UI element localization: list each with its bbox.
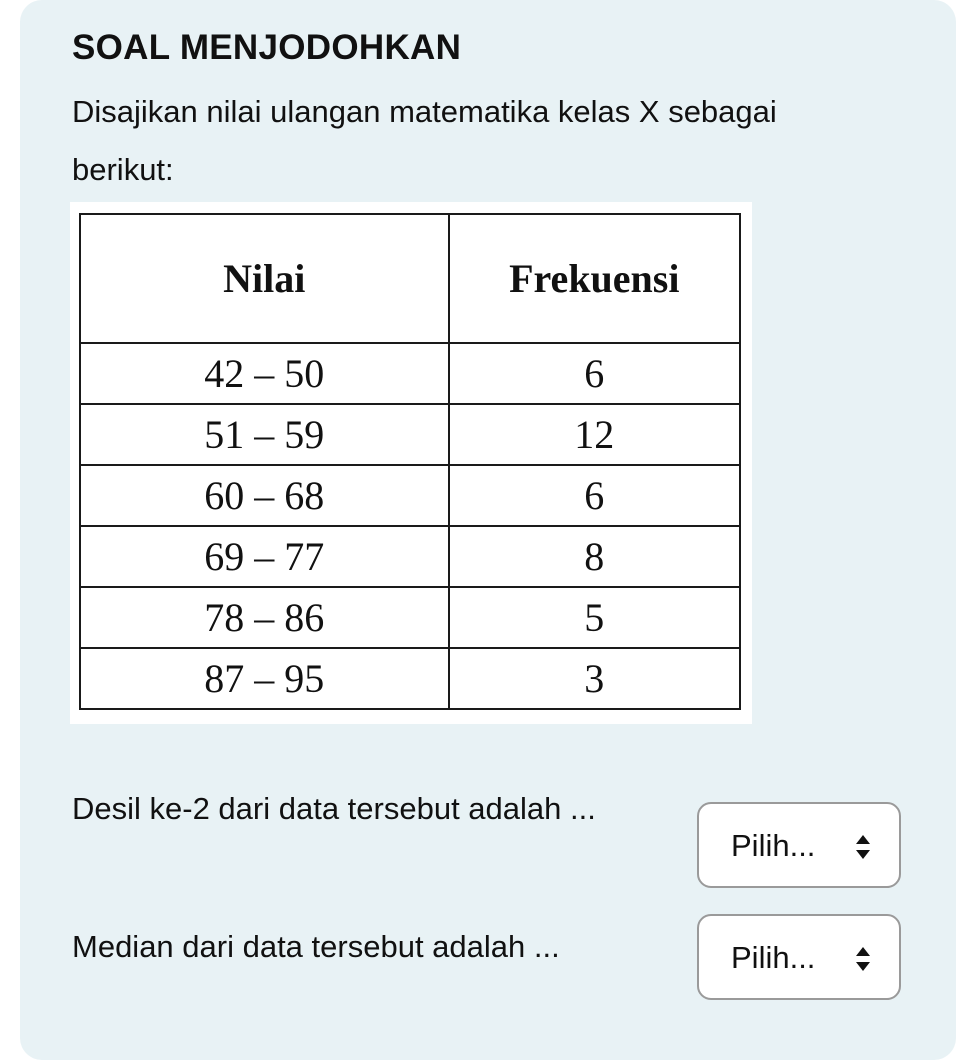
cell-frekuensi: 5 [449, 587, 740, 648]
select-value: Pilih... [731, 940, 816, 975]
table-header-row [80, 214, 740, 343]
cell-frekuensi: 6 [449, 343, 740, 404]
question-intro: Disajikan nilai ulangan matematika kelas X sebagai berikut: [72, 94, 777, 187]
cell-frekuensi: 8 [449, 526, 740, 587]
table-row [80, 526, 740, 587]
cell-frekuensi: 12 [449, 404, 740, 465]
table-row [80, 465, 740, 526]
table-row [80, 587, 740, 648]
header-nilai: Nilai [80, 214, 449, 343]
cell-nilai: 87 – 95 [80, 648, 449, 709]
cell-nilai: 60 – 68 [80, 465, 449, 526]
table-row [80, 404, 740, 465]
header-frekuensi: Frekuensi [449, 214, 740, 343]
cell-nilai: 78 – 86 [80, 587, 449, 648]
frequency-table [79, 213, 741, 710]
cell-frekuensi: 6 [449, 465, 740, 526]
table-row [80, 648, 740, 709]
match-prompt-median: Median dari data tersebut adalah ... [72, 929, 560, 964]
up-down-chevron-icon [855, 834, 871, 860]
cell-nilai: 42 – 50 [80, 343, 449, 404]
cell-frekuensi: 3 [449, 648, 740, 709]
answer-select-desil[interactable] [697, 802, 901, 888]
cell-nilai: 51 – 59 [80, 404, 449, 465]
select-value: Pilih... [731, 828, 816, 863]
answer-select-median[interactable] [697, 914, 901, 1000]
up-down-chevron-icon [855, 946, 871, 972]
match-prompt-desil: Desil ke-2 dari data tersebut adalah ... [72, 791, 596, 826]
data-table-image [70, 202, 752, 724]
question-title: SOAL MENJODOHKAN [72, 28, 462, 67]
cell-nilai: 69 – 77 [80, 526, 449, 587]
table-row [80, 343, 740, 404]
